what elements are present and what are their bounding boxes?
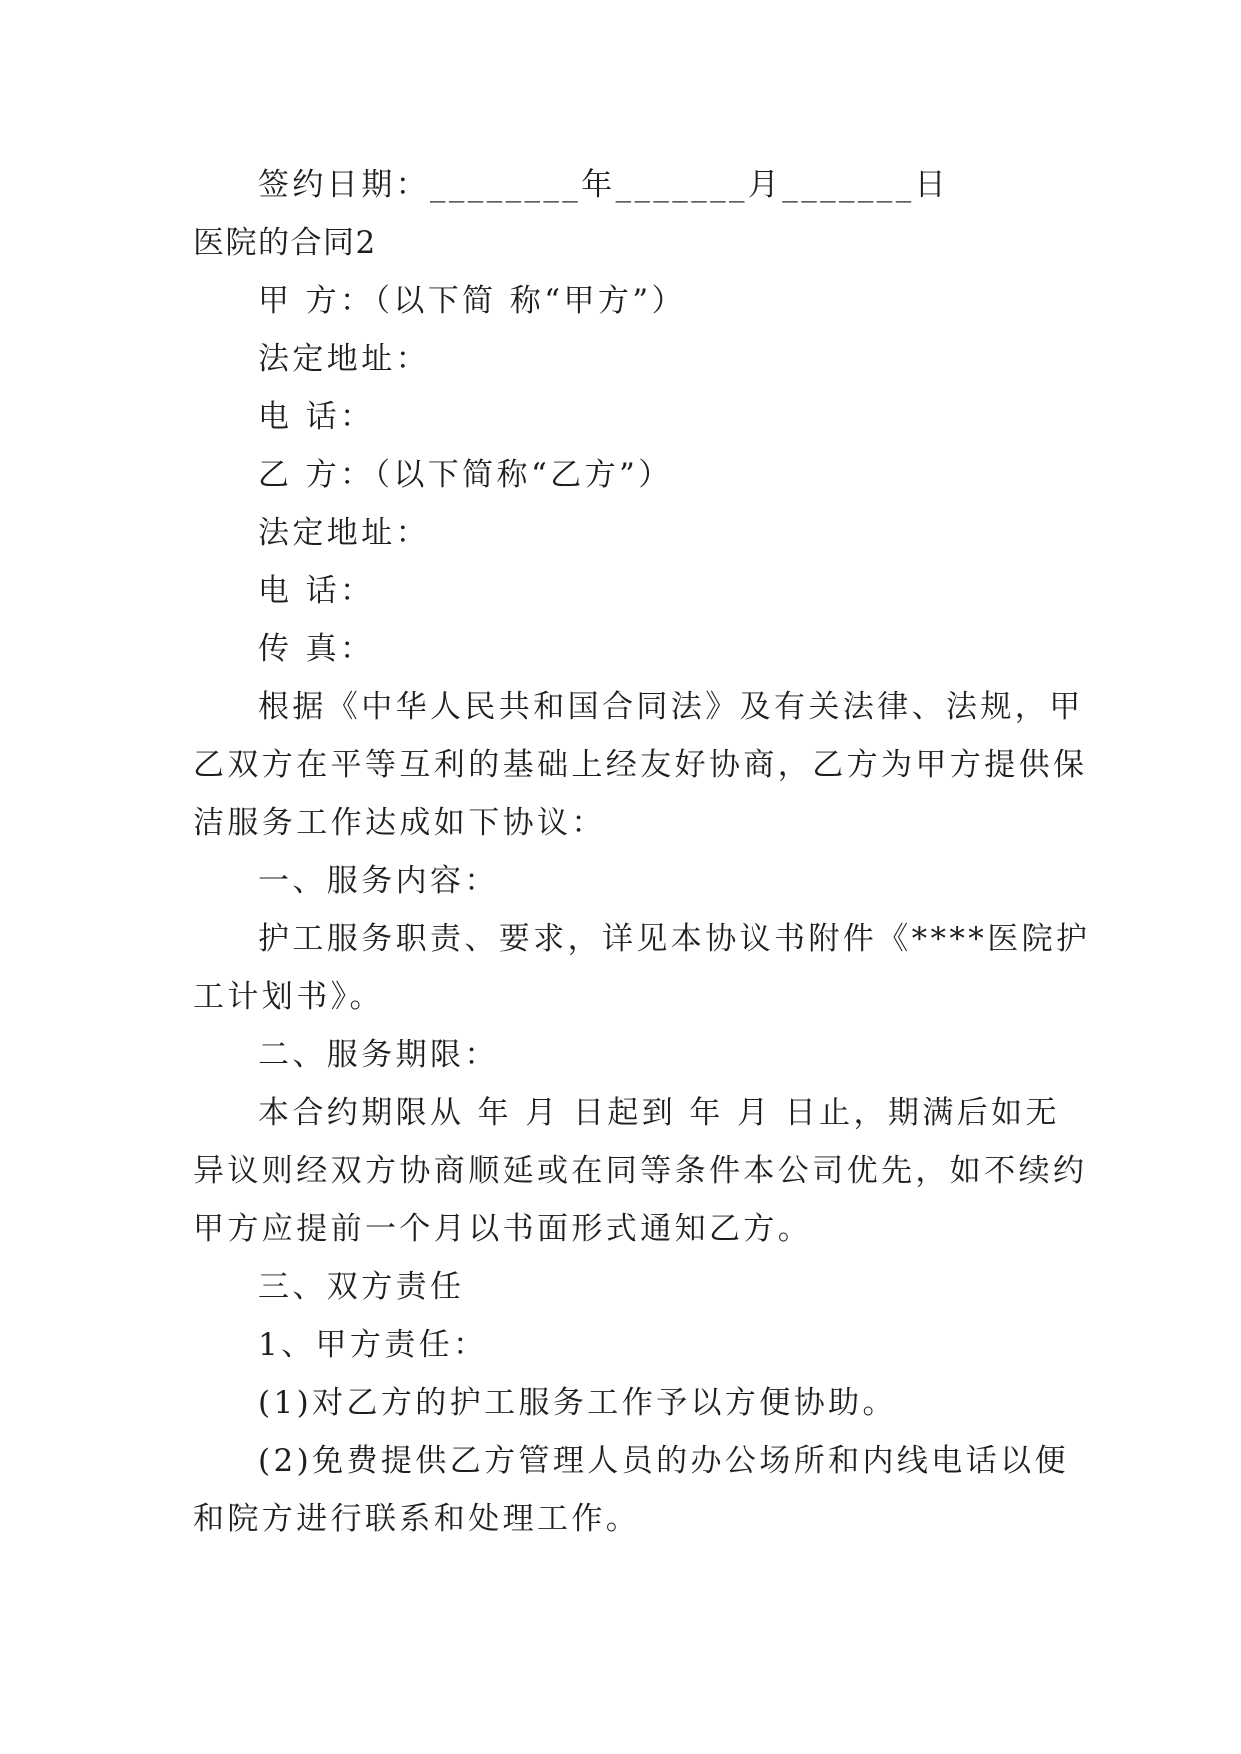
preamble-line: 根据《中华人民共和国合同法》及有关法律、法规，甲 [258,689,1084,725]
contract-title: 医院的合同2 [193,225,377,261]
preamble-line: 洁服务工作达成如下协议： [193,805,606,841]
section-1-heading: 一、服务内容： [258,863,499,899]
party-a: 甲 方：（以下简 称“甲方”） [258,283,686,319]
party-b-fax: 传 真： [258,631,375,667]
party-b: 乙 方：（以下简称“乙方”） [258,457,673,493]
section-2-text: 异议则经双方协商顺延或在同等条件本公司优先，如不续约 [193,1153,1088,1189]
section-2-heading: 二、服务期限： [258,1037,499,1073]
signing-date-line: 签约日期：________年_______月_______日 [258,167,949,203]
party-b-address: 法定地址： [258,515,430,551]
section-3-item: 和院方进行联系和处理工作。 [193,1501,641,1537]
section-2-text: 本合约期限从 年 月 日起到 年 月 日止，期满后如无 [258,1095,1060,1131]
section-1-text: 工计划书》。 [193,979,384,1015]
party-b-phone: 电 话： [258,573,375,609]
section-3-sub-heading: 1、甲方责任： [258,1327,488,1363]
party-a-phone: 电 话： [258,399,375,435]
section-3-heading: 三、双方责任 [258,1269,465,1305]
preamble-line: 乙双方在平等互利的基础上经友好协商，乙方为甲方提供保 [193,747,1088,783]
party-a-address: 法定地址： [258,341,430,377]
section-1-text: 护工服务职责、要求，详见本协议书附件《****医院护 [258,921,1091,957]
section-3-item: (1)对乙方的护工服务工作予以方便协助。 [258,1385,897,1421]
section-2-text: 甲方应提前一个月以书面形式通知乙方。 [193,1211,813,1247]
section-3-item: (2)免费提供乙方管理人员的办公场所和内线电话以便 [258,1443,1069,1479]
